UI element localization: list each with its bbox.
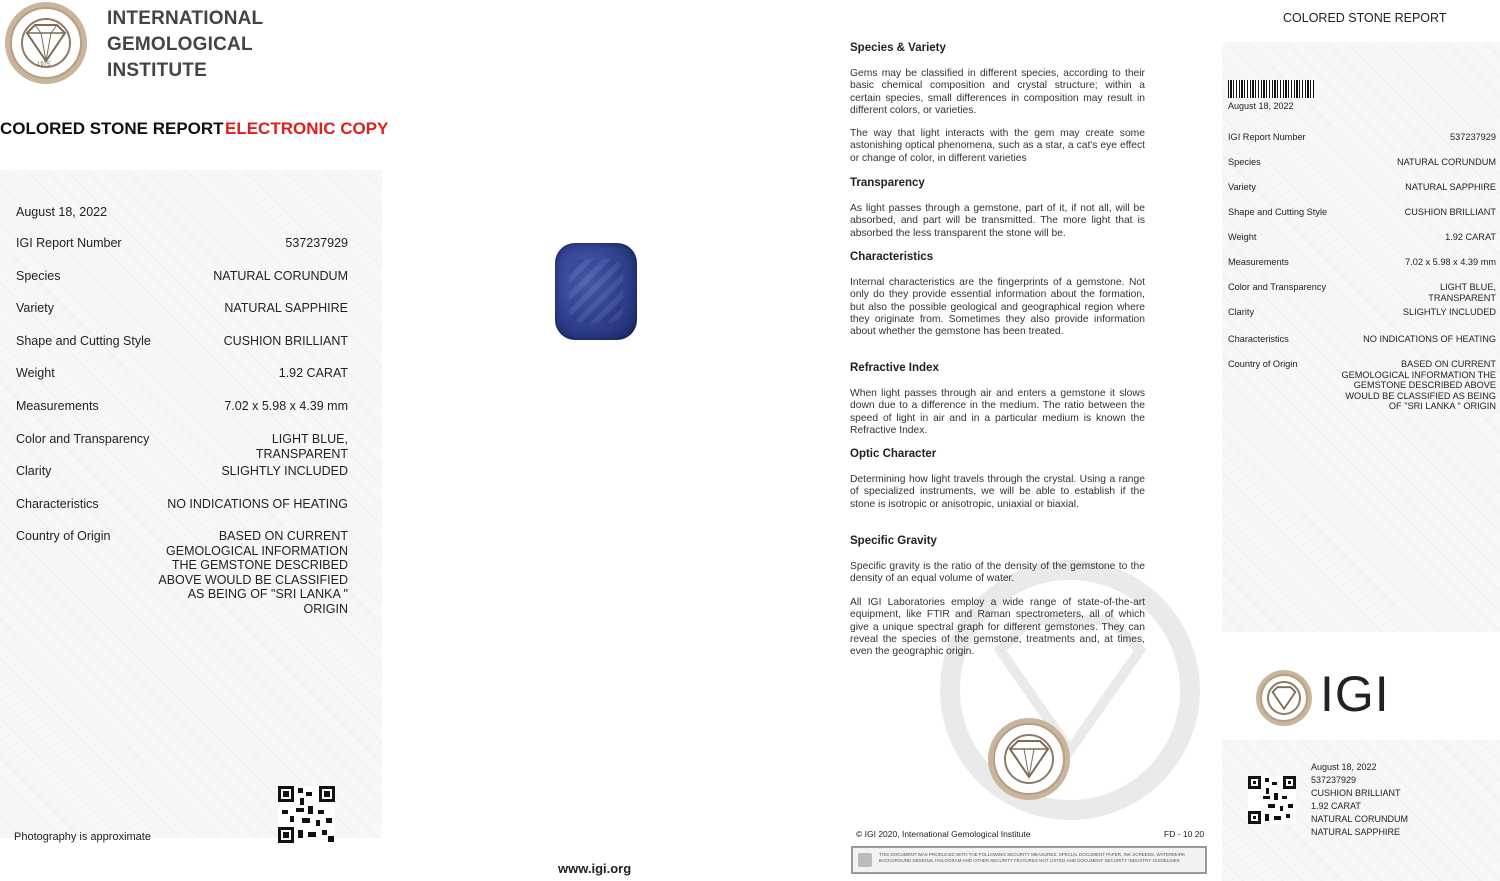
summary-details xyxy=(1228,132,1496,422)
section-refractive-heading: Refractive Index xyxy=(850,362,939,374)
sum-clarity-label: Clarity xyxy=(1228,307,1255,317)
stub-shape: CUSHION BRILLIANT xyxy=(1311,788,1401,798)
section-species-heading: Species & Variety xyxy=(850,42,946,54)
barcode xyxy=(1228,80,1314,98)
section-transparency-heading: Transparency xyxy=(850,177,925,189)
form-code: FD - 10 20 xyxy=(1164,829,1205,839)
photo-note: Photography is approximate xyxy=(14,831,151,843)
sum-weight-value: 1.92 CARAT xyxy=(1445,232,1496,242)
institute-name xyxy=(107,6,263,84)
institute-name-line3: INSTITUTE xyxy=(107,60,207,81)
stub-date: August 18, 2022 xyxy=(1311,762,1377,772)
species-label: Species xyxy=(16,269,61,283)
igi-seal-logo xyxy=(5,2,87,84)
variety-label: Variety xyxy=(16,301,54,315)
qr-code[interactable] xyxy=(278,786,335,843)
diamond-icon xyxy=(1270,686,1298,710)
sum-color-label: Color and Transparency xyxy=(1228,282,1327,292)
weight-label: Weight xyxy=(16,366,55,380)
report-number-value: 537237929 xyxy=(285,236,348,250)
sum-species-value: NATURAL CORUNDUM xyxy=(1396,157,1496,167)
sum-origin-value: BASED ON CURRENT GEMOLOGICAL INFORMATION THE GEMSTONE DESCRIBED ABOVE WOULD BE CLASSIFIED AS BEING OF "SRI LANKA " ORIGIN xyxy=(1341,359,1496,411)
color-value: LIGHT BLUE, TRANSPARENT xyxy=(255,432,348,461)
section-refractive-text: When light passes through air and enters a gemstone it slows down due to a difference in the medium. The ratio between the speed of light in air and in a particular medium is known the Refractive Index. xyxy=(850,388,1145,436)
variety-value: NATURAL SAPPHIRE xyxy=(224,301,348,315)
shape-label: Shape and Cutting Style xyxy=(16,334,151,348)
igi-logo-text: IGI xyxy=(1320,666,1390,722)
characteristics-value: NO INDICATIONS OF HEATING xyxy=(167,497,348,511)
shape-value: CUSHION BRILLIANT xyxy=(223,334,348,348)
characteristics-label: Characteristics xyxy=(16,497,99,511)
security-text: THIS DOCUMENT WAS PRODUCED WITH THE FOLLOWING SECURITY MEASURES: SPECIAL DOCUMENT PAPER, INK SCREENS, WATERMARK BACKGROUND DESIGNS, HOLOGRAM AND OTHER SECURITY FEATURES NOT LISTED AND DOCUMENT SECURITY INDUSTRY GUIDELINES xyxy=(879,852,1186,863)
species-value: NATURAL CORUNDUM xyxy=(213,269,348,283)
sum-variety-label: Variety xyxy=(1228,182,1256,192)
section-species-text-2: The way that light interacts with the gem may create some astonishing optical phenomena, such as a star, a cat's eye effect or change of color, in different varieties xyxy=(850,128,1145,164)
stub-species: NATURAL CORUNDUM xyxy=(1311,814,1409,824)
igi-seal-small xyxy=(1256,670,1312,726)
measurements-value: 7.02 x 5.98 x 4.39 mm xyxy=(224,399,348,413)
sum-weight-label: Weight xyxy=(1228,232,1257,242)
section-gravity-heading: Specific Gravity xyxy=(850,535,937,547)
stub-details xyxy=(1311,761,1408,839)
section-optic-heading: Optic Character xyxy=(850,448,937,460)
website-link[interactable]: www.igi.org xyxy=(558,861,632,876)
section-optic-text: Determining how light travels through the crystal. Using a range of specialized instruments, we will be able to establish if the stone is isotropic or anisotropic, uniaxial or biaxial. xyxy=(850,474,1145,510)
sum-species-label: Species xyxy=(1228,157,1261,167)
sum-characteristics-label: Characteristics xyxy=(1228,334,1289,344)
origin-label: Country of Origin xyxy=(16,529,111,543)
sum-measurements-label: Measurements xyxy=(1228,257,1289,267)
weight-value: 1.92 CARAT xyxy=(278,366,348,380)
igi-seal-center xyxy=(988,718,1070,800)
institute-name-line2: GEMOLOGICAL xyxy=(107,34,253,55)
report-details xyxy=(0,205,348,625)
section-gravity-text-1: Specific gravity is the ratio of the density of the gemstone to the density of an equal volume of water. xyxy=(850,561,1145,585)
sum-characteristics-value: NO INDICATIONS OF HEATING xyxy=(1363,334,1496,344)
copyright: © IGI 2020, International Gemological Institute xyxy=(856,829,1031,839)
security-strip xyxy=(851,846,1207,874)
section-characteristics-text: Internal characteristics are the fingerprints of a gemstone. Not only do they provide essential information about the formation, but also the possible geological and geographical region where they originate from. Sometimes they also provide information about whether the gemstone has been treated. xyxy=(850,277,1145,338)
section-characteristics-heading: Characteristics xyxy=(850,251,934,263)
stub-variety: NATURAL SAPPHIRE xyxy=(1311,827,1401,837)
sum-shape-value: CUSHION BRILLIANT xyxy=(1404,207,1496,217)
clarity-label: Clarity xyxy=(16,464,52,478)
seal-year: 1975 xyxy=(37,62,51,68)
section-gravity-text-2: All IGI Laboratories employ a wide range of state-of-the-art equipment, like FTIR and Raman spectrometers, all of which give a unique spectral graph for different gemstones. They can reveal the species of the gemstone, treatments and, at times, even the geographic origin. xyxy=(850,597,1145,658)
summary-title: COLORED STONE REPORT xyxy=(1283,11,1447,25)
section-species-text-1: Gems may be classified in different species, according to their basic chemical composition and crystal structure; within a certain species, small differences in composition may result in different colors, or varieties. xyxy=(850,68,1145,116)
lock-icon xyxy=(858,853,872,867)
diamond-icon xyxy=(1006,739,1052,779)
stub-weight: 1.92 CARAT xyxy=(1311,801,1361,811)
report-title: COLORED STONE REPORT xyxy=(0,119,224,138)
sum-color-value: LIGHT BLUE, TRANSPARENT xyxy=(1428,282,1496,303)
stub-report-number: 537237929 xyxy=(1311,775,1357,785)
sum-variety-value: NATURAL SAPPHIRE xyxy=(1405,182,1496,192)
report-number-label: IGI Report Number xyxy=(16,236,122,250)
section-transparency-text: As light passes through a gemstone, part of it, if not all, will be absorbed, and part will be transmitted. The more light that is absorbed the less transparent the stone will be. xyxy=(850,203,1145,239)
sum-report-number-value: 537237929 xyxy=(1450,132,1496,142)
sum-origin-label: Country of Origin xyxy=(1228,359,1298,369)
stub-qr-code[interactable] xyxy=(1248,776,1296,824)
institute-name-line1: INTERNATIONAL xyxy=(107,8,264,29)
sum-clarity-value: SLIGHTLY INCLUDED xyxy=(1402,307,1496,317)
electronic-copy-label: ELECTRONIC COPY xyxy=(225,119,389,138)
clarity-value: SLIGHTLY INCLUDED xyxy=(221,464,348,478)
gemstone-photo xyxy=(555,243,637,340)
report-date: August 18, 2022 xyxy=(16,205,108,219)
diamond-icon xyxy=(23,23,69,63)
measurements-label: Measurements xyxy=(16,399,99,413)
origin-value: BASED ON CURRENT GEMOLOGICAL INFORMATION THE GEMSTONE DESCRIBED ABOVE WOULD BE CLASSIFIED AS BEING OF "SRI LANKA " ORIGIN xyxy=(158,529,348,616)
sum-measurements-value: 7.02 x 5.98 x 4.39 mm xyxy=(1405,257,1496,267)
color-label: Color and Transparency xyxy=(16,432,150,446)
sum-shape-label: Shape and Cutting Style xyxy=(1228,207,1328,217)
sum-report-number-label: IGI Report Number xyxy=(1228,132,1306,142)
summary-date: August 18, 2022 xyxy=(1228,101,1294,111)
